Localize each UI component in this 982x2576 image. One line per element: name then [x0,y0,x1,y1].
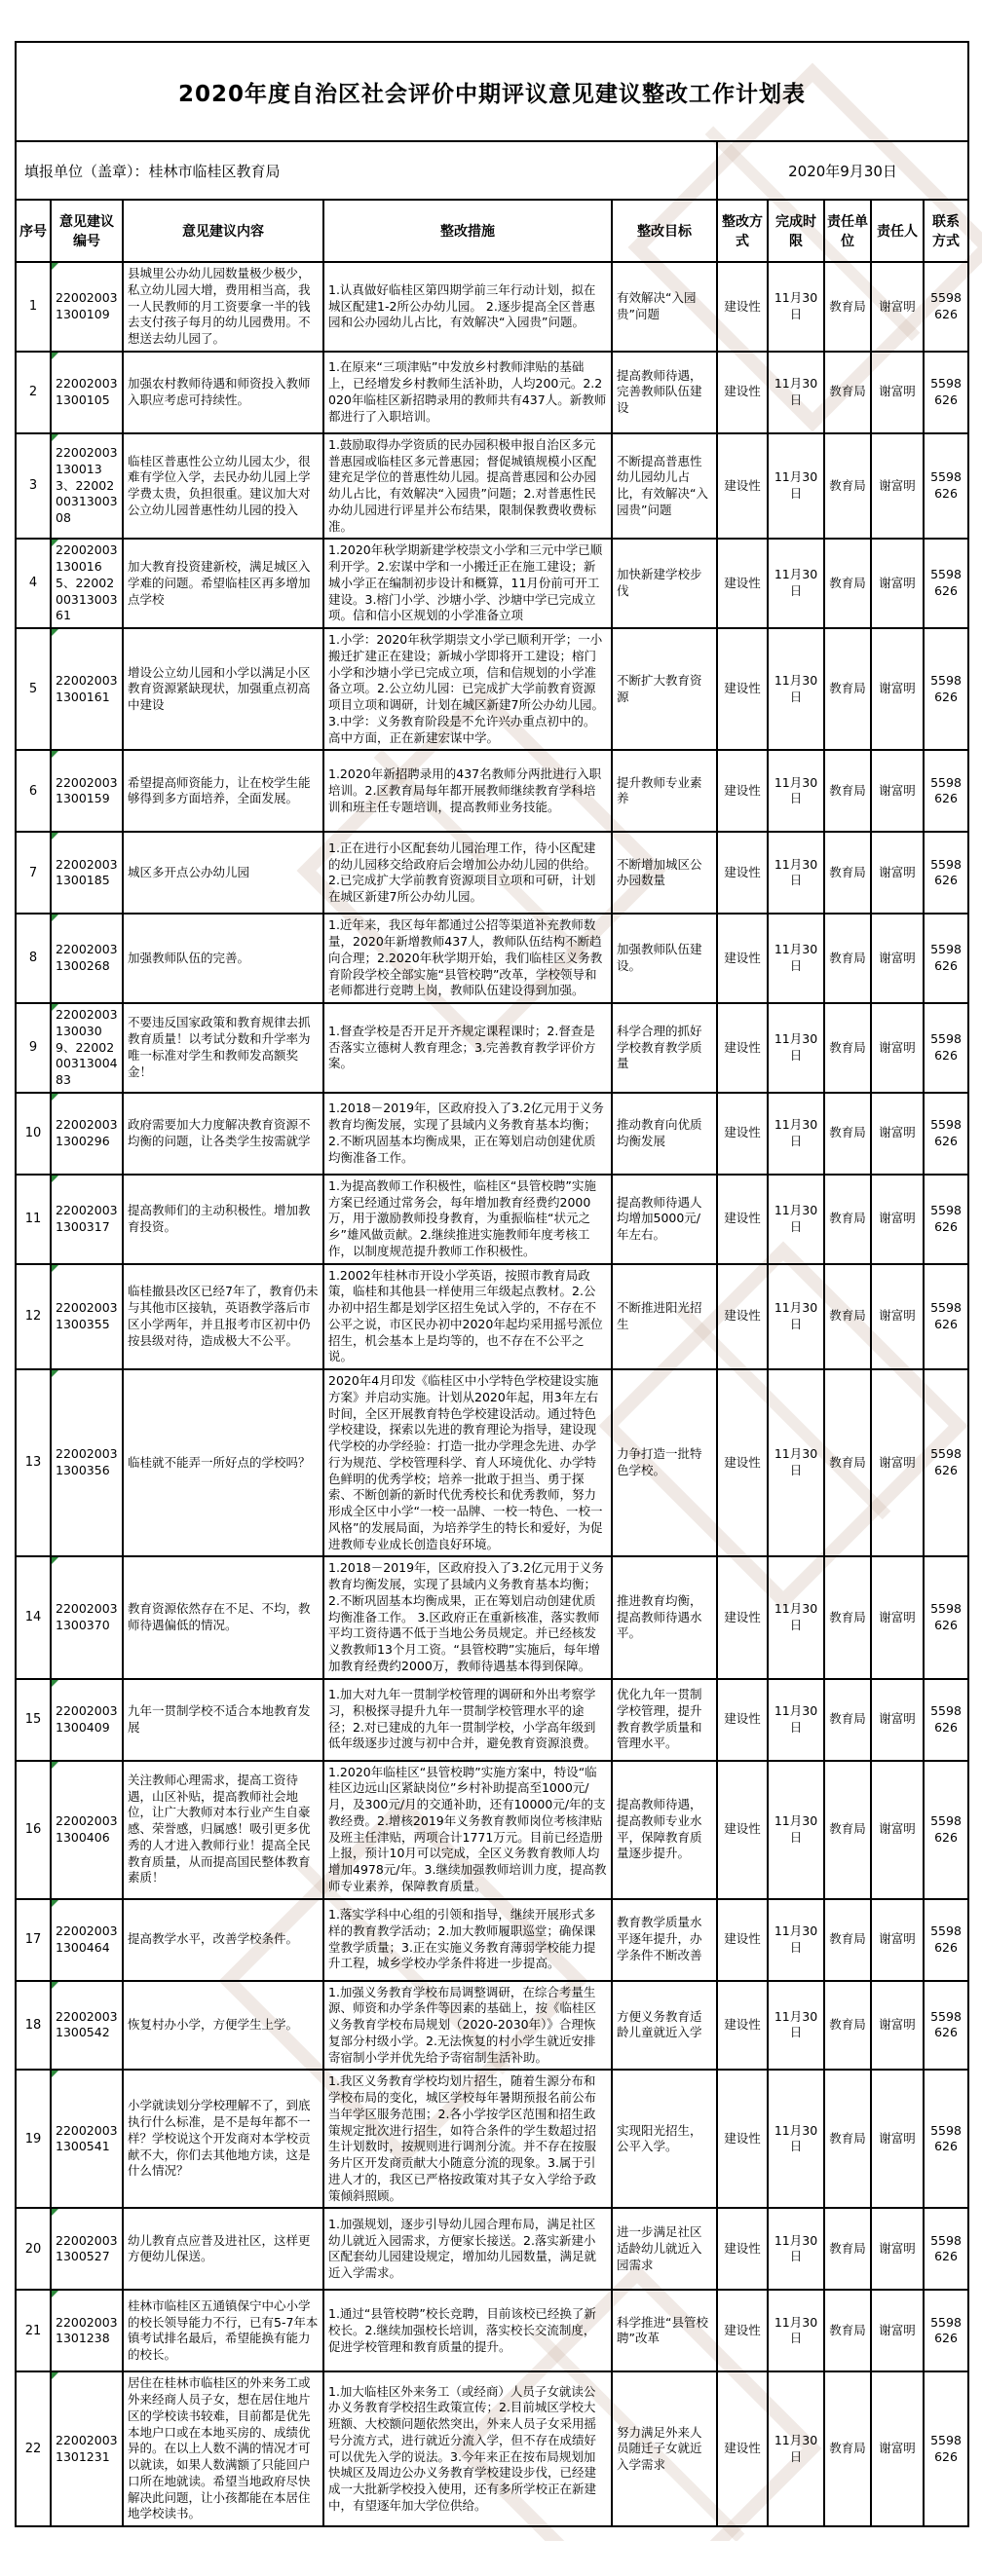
cell-unit: 教育局 [824,2208,871,2290]
cell-measures: 1.2020年临桂区“县管校聘”实施方案中，特设“临桂区边远山区紧缺岗位”乡村补助提高至1000元/月，及300元/月的交通补助，还有10000元/年的支教经费。2.增核2019年义务教育教师岗位考核津贴及班主任津贴，两项合计1771万元。目前已经造册上报，预计10月可以完成，全区义务教育教师人均增加4978元/年。3.继续加强教师培训力度，提高教师专业素养，保障教育质量。 [323,1761,612,1899]
cell-unit: 教育局 [824,2070,871,2208]
cell-method: 建设性 [717,832,768,914]
cell-serial-number: 16 [16,1761,51,1899]
cell-contact: 5598626 [924,262,968,352]
cell-suggestion-id: 220020031300356 [51,1369,123,1556]
col-header-measures: 整改措施 [323,200,612,262]
cell-suggestion-id: 220020031300185 [51,832,123,914]
cell-suggestion-id: 220020031300527 [51,2208,123,2290]
cell-measures: 1.2020年新招聘录用的437名教师分两批进行入职培训。2.区教育局每年都开展教师继续教育学科培训和班主任专题培训，提高教师业务技能。 [323,750,612,832]
title-row [16,42,968,141]
cell-target: 提高教师待遇人均增加5000元/年左右。 [612,1175,717,1264]
cell-measures: 1.通过“县管校聘”校长竞聘，目前该校已经换了新校长。2.继续加强校长培训，落实校长交流制度，促进学校管理和教育质量的提升。 [323,2290,612,2371]
cell-method: 建设性 [717,1175,768,1264]
cell-suggestion-content: 小学就读划分学校理解不了，到底执行什么标准，是不是每年都不一样？学校说这个开发商对本学校贡献不大，你们去其他地方读，这是什么情况？ [123,2070,323,2208]
cell-suggestion-content: 居住在桂林市临桂区的外来务工或外来经商人员子女，想在居住地片区的学校读书较难，目前都是优先本地户口或在本地买房的、成绩优异的。在以上人数不满的情况才可以就读，如果人数满额了只能回户口所在地就读。希望当地政府尽快解决此问题，让小孩都能在本居住地学校读书。 [123,2371,323,2526]
table-row [16,1899,968,1981]
table-row [16,1093,968,1175]
cell-serial-number: 11 [16,1175,51,1264]
cell-person: 谢富明 [871,1981,924,2071]
cell-method: 建设性 [717,1981,768,2071]
cell-method: 建设性 [717,2070,768,2208]
cell-contact: 5598626 [924,1003,968,1093]
cell-target: 方便义务教育适龄儿童就近入学 [612,1981,717,2071]
table-row [16,262,968,352]
cell-suggestion-content: 希望提高师资能力，让在校学生能够得到多方面培养，全面发展。 [123,750,323,832]
cell-deadline: 11月30日 [768,1761,824,1899]
cell-serial-number: 15 [16,1679,51,1761]
cell-suggestion-id: 220020031300541 [51,2070,123,2208]
cell-contact: 5598626 [924,1369,968,1556]
cell-suggestion-id: 220020031300317 [51,1175,123,1264]
table-row [16,2371,968,2526]
cell-serial-number: 8 [16,914,51,1003]
cell-serial-number: 12 [16,1264,51,1370]
cell-measures: 1.在原来“三项津贴”中发放乡村教师津贴的基础上，已经增发乡村教师生活补助，人均200元。2.2020年临桂区新招聘录用的教师共有437人。新教师都进行了入职培训。 [323,352,612,433]
cell-method: 建设性 [717,2208,768,2290]
cell-deadline: 11月30日 [768,262,824,352]
cell-unit: 教育局 [824,262,871,352]
cell-contact: 5598626 [924,2371,968,2526]
cell-person: 谢富明 [871,1369,924,1556]
cell-contact: 5598626 [924,433,968,540]
cell-deadline: 11月30日 [768,750,824,832]
cell-contact: 5598626 [924,1679,968,1761]
col-header-suggestion-id: 意见建议编号 [51,200,123,262]
cell-deadline: 11月30日 [768,1093,824,1175]
cell-suggestion-id: 220020031300159 [51,750,123,832]
cell-person: 谢富明 [871,2070,924,2208]
cell-target: 加快新建学校步伐 [612,539,717,628]
cell-suggestion-content: 不要违反国家政策和教育规律去抓教育质量！以考试分数和升学率为唯一标准对学生和教师发高额奖金！ [123,1003,323,1093]
cell-unit: 教育局 [824,750,871,832]
cell-suggestion-content: 政府需要加大力度解决教育资源不均衡的问题，让各类学生按需就学 [123,1093,323,1175]
cell-deadline: 11月30日 [768,539,824,628]
cell-measures: 1.鼓励取得办学资质的民办园积极申报自治区多元普惠园或临桂区多元普惠园；督促城镇规模小区配建充足学位的普惠性幼儿园。提高普惠园和公办园幼儿占比，有效解决“入园贵”问题；2.对普惠性民办幼儿园进行评星并公布结果，限制保教费收费标准。 [323,433,612,540]
cell-suggestion-id: 220020031300542 [51,1981,123,2071]
cell-person: 谢富明 [871,750,924,832]
info-row [16,141,968,200]
cell-measures: 1.近年来，我区每年都通过公招等渠道补充教师数量，2020年新增教师437人，教师队伍结构不断趋向合理；2.2020年秋学期开始，我们临桂区义务教育阶段学校全部实施“县管校聘”改革，学校领导和老师都进行竞聘上岗，教师队伍建设得到加强。 [323,914,612,1003]
cell-person: 谢富明 [871,1761,924,1899]
cell-serial-number: 4 [16,539,51,628]
cell-deadline: 11月30日 [768,433,824,540]
cell-contact: 5598626 [924,750,968,832]
cell-contact: 5598626 [924,1093,968,1175]
cell-suggestion-id: 220020031301231 [51,2371,123,2526]
cell-unit: 教育局 [824,539,871,628]
cell-suggestion-content: 桂林市临桂区五通镇保宁中心小学的校长领导能力不行，已有5-7年本镇考试排名最后，希望能换有能力的校长。 [123,2290,323,2371]
cell-serial-number: 18 [16,1981,51,2071]
table-body [16,262,968,2526]
table-row [16,433,968,540]
cell-target: 优化九年一贯制学校管理，提升教育教学质量和管理水平。 [612,1679,717,1761]
cell-suggestion-id: 220020031300370 [51,1556,123,1678]
cell-serial-number: 21 [16,2290,51,2371]
cell-serial-number: 13 [16,1369,51,1556]
cell-measures: 1.2018－2019年，区政府投入了3.2亿元用于义务教育均衡发展，实现了县域内义务教育基本均衡；2.不断巩固基本均衡成果，正在筹划启动创建优质均衡准备工作。 3.区政府正在重新核准，落实教师平均工资待遇不低于当地公务员规定。并已经核发义教教师13个月工资。“县管校聘”实施后，每年增加教育经费约2000万，教师待遇基本得到保障。 [323,1556,612,1678]
table-row [16,1981,968,2071]
cell-method: 建设性 [717,628,768,750]
col-header-unit: 责任单位 [824,200,871,262]
cell-target: 提升教师专业素养 [612,750,717,832]
table-row [16,352,968,433]
cell-target: 推动教育向优质均衡发展 [612,1093,717,1175]
cell-measures: 1.小学：2020年秋学期崇文小学已顺利开学；一小搬迁扩建正在建设；新城小学即将开工建设；榕门小学和沙塘小学已完成立项，信和信规划的小学准备立项。2.公立幼儿园：已完成扩大学前教育资源项目立项和调研，计划在城区新建7所公办幼儿园。3.中学：义务教育阶段是不允许兴办重点初中的。高中方面，正在新建宏谋中学。 [323,628,612,750]
cell-unit: 教育局 [824,433,871,540]
cell-contact: 5598626 [924,2208,968,2290]
cell-measures: 1.加强规划，逐步引导幼儿园合理布局，满足社区幼儿就近入园需求，方便家长接送。2.落实新建小区配套幼儿园建设规定，增加幼儿园数量，满足就近入学需求。 [323,2208,612,2290]
cell-deadline: 11月30日 [768,1556,824,1678]
table-row [16,832,968,914]
cell-suggestion-content: 幼儿教育点应普及进社区，这样更方便幼儿保送。 [123,2208,323,2290]
cell-suggestion-id: 220020031300409 [51,1679,123,1761]
cell-measures: 1.加强义务教育学校布局调整调研，在综合考量生源、师资和办学条件等因素的基础上，按《临桂区义务教育学校布局规划（2020-2030年）》合理恢复部分村级小学。2.无法恢复的村小学生就近安排寄宿制小学并优先给予寄宿制生活补助。 [323,1981,612,2071]
cell-target: 科学合理的抓好学校教育教学质量 [612,1003,717,1093]
cell-person: 谢富明 [871,433,924,540]
cell-suggestion-content: 城区多开点公办幼儿园 [123,832,323,914]
cell-deadline: 11月30日 [768,2070,824,2208]
table-row [16,628,968,750]
cell-target: 提高教师待遇，提高教师专业水平，保障教育质量逐步提升。 [612,1761,717,1899]
cell-method: 建设性 [717,2371,768,2526]
cell-method: 建设性 [717,1003,768,1093]
cell-suggestion-content: 加大教育投资建新校，满足城区入学难的问题。希望临桂区再多增加点学校 [123,539,323,628]
cell-suggestion-id: 220020031300355 [51,1264,123,1370]
table-row [16,750,968,832]
cell-target: 实现阳光招生，公平入学。 [612,2070,717,2208]
cell-suggestion-id: 220020031300105 [51,352,123,433]
cell-suggestion-content: 临桂区普惠性公立幼儿园太少，很难有学位入学，去民办幼儿园上学学费太贵，负担很重。建议加大对公立幼儿园普惠性幼儿园的投入 [123,433,323,540]
cell-contact: 5598626 [924,2070,968,2208]
cell-person: 谢富明 [871,1003,924,1093]
cell-suggestion-id: 220020031301238 [51,2290,123,2371]
cell-deadline: 11月30日 [768,832,824,914]
cell-suggestion-id: 220020031300464 [51,1899,123,1981]
cell-contact: 5598626 [924,2290,968,2371]
cell-target: 教育教学质量水平逐年提升，办学条件不断改善 [612,1899,717,1981]
cell-person: 谢富明 [871,1899,924,1981]
cell-method: 建设性 [717,1679,768,1761]
table-row [16,2290,968,2371]
cell-measures: 1.2002年桂林市开设小学英语，按照市教育局政策，临桂和其他县一样使用三年级起点教材。2.公办初中招生都是划学区招生免试入学的，不存在不公平之说，市区民办初中2020年起均采用摇号派位招生，机会基本上是均等的，也不存在不公平之说。 [323,1264,612,1370]
cell-person: 谢富明 [871,539,924,628]
table-row [16,1679,968,1761]
cell-target: 进一步满足社区适龄幼儿就近入园需求 [612,2208,717,2290]
cell-measures: 1.2020年秋学期新建学校崇文小学和三元中学已顺利开学。2.宏谋中学和一小搬迁正在施工建设；新城小学正在编制初步设计和概算，11月份前可开工建设。3.榕门小学、沙塘小学、沙塘中学已完成立项。信和信小区规划的小学准备立项 [323,539,612,628]
cell-suggestion-id: 220020031300133、220020031300308 [51,433,123,540]
cell-unit: 教育局 [824,1175,871,1264]
cell-contact: 5598626 [924,1761,968,1899]
cell-serial-number: 14 [16,1556,51,1678]
cell-suggestion-content: 加强教师队伍的完善。 [123,914,323,1003]
plan-table [15,41,969,2527]
cell-person: 谢富明 [871,1679,924,1761]
cell-serial-number: 1 [16,262,51,352]
cell-target: 有效解决“入园贵”问题 [612,262,717,352]
cell-method: 建设性 [717,2290,768,2371]
cell-serial-number: 3 [16,433,51,540]
cell-deadline: 11月30日 [768,914,824,1003]
cell-deadline: 11月30日 [768,2371,824,2526]
cell-person: 谢富明 [871,1175,924,1264]
cell-person: 谢富明 [871,1556,924,1678]
cell-target: 科学推进“县管校聘”改革 [612,2290,717,2371]
cell-suggestion-id: 220020031300296 [51,1093,123,1175]
cell-deadline: 11月30日 [768,1899,824,1981]
cell-measures: 1.加大对九年一贯制学校管理的调研和外出考察学习，积极探寻提升九年一贯制学校管理水平的途径；2.对已建成的九年一贯制学校，小学高年级到低年级逐步过渡与初中合并，避免教育资源浪费。 [323,1679,612,1761]
table-row [16,2070,968,2208]
cell-unit: 教育局 [824,914,871,1003]
cell-method: 建设性 [717,1761,768,1899]
cell-deadline: 11月30日 [768,1981,824,2071]
cell-unit: 教育局 [824,1093,871,1175]
header-row [16,200,968,262]
cell-contact: 5598626 [924,1175,968,1264]
cell-method: 建设性 [717,352,768,433]
table-row [16,1003,968,1093]
cell-measures: 1.我区义务教育学校均划片招生，随着生源分布和学校布局的变化，城区学校每年暑期预报名前公布当年学区服务范围；2.各小学按学区范围和招生政策规定批次进行招生，如符合条件的学生数超过招生计划数时，按规则进行调剂分流。并不存在按服务片区开发商贡献大小随意分流的现象。3.属于引进人才的，我区已严格按政策对其子女入学给予政策倾斜照顾。 [323,2070,612,2208]
cell-serial-number: 6 [16,750,51,832]
cell-target: 力争打造一批特色学校。 [612,1369,717,1556]
cell-serial-number: 19 [16,2070,51,2208]
cell-target: 提高教师待遇，完善教师队伍建设 [612,352,717,433]
cell-method: 建设性 [717,914,768,1003]
cell-target: 不断推进阳光招生 [612,1264,717,1370]
cell-person: 谢富明 [871,914,924,1003]
cell-measures: 1.加大临桂区外来务工（或经商）人员子女就读公办义务教育学校招生政策宣传；2.目前城区学校大班额、大校额问题依然突出，外来人员子女采用摇号分流方式，进行就近分流入学，但不存在成绩好可以优先入学的说法。3.今年来正在按布局规划加快城区及周边公办义务教育学校建设步伐，已经建成一大批新学校投入使用，还有多所学校正在新建中，有望逐年加大学位供给。 [323,2371,612,2526]
cell-deadline: 11月30日 [768,1175,824,1264]
col-header-deadline: 完成时限 [768,200,824,262]
cell-measures: 1.落实学科中心组的引领和指导，继续开展形式多样的教育教学活动；2.加大教师履职巡堂；确保课堂教学质量；3.正在实施义务教育薄弱学校能力提升工程，城乡学校办学条件将进一步提高。 [323,1899,612,1981]
cell-method: 建设性 [717,1556,768,1678]
cell-suggestion-id: 220020031300165、220020031300361 [51,539,123,628]
cell-unit: 教育局 [824,628,871,750]
cell-suggestion-content: 关注教师心理需求，提高工资待遇，山区补贴，提高教师社会地位，让广大教师对本行业产生自豪感、荣誉感，归属感！吸引更多优秀的人才进入教师行业！提高全民教育质量，从而提高国民整体教育素质！ [123,1761,323,1899]
cell-contact: 5598626 [924,539,968,628]
col-header-suggestion-content: 意见建议内容 [123,200,323,262]
cell-unit: 教育局 [824,1264,871,1370]
cell-deadline: 11月30日 [768,1679,824,1761]
cell-person: 谢富明 [871,2371,924,2526]
cell-measures: 2020年4月印发《临桂区中小学特色学校建设实施方案》并启动实施。计划从2020年起，用3年左右时间，全区开展教育特色学校建设活动。通过特色学校建设，探索以先进的教育理论为指导，建设现代学校的办学经验：打造一批办学理念先进、办学行为规范、学校管理科学、育人环境优化、办学特色鲜明的优秀学校；培养一批敢于担当、勇于探索、不断创新的新时代优秀校长和优秀教师，努力形成全区中小学“一校一品牌、一校一特色、一校一风格”的发展局面，为培养学生的特长和爱好，为促进教师专业成长创造良好环境。 [323,1369,612,1556]
cell-target: 加强教师队伍建设。 [612,914,717,1003]
cell-person: 谢富明 [871,832,924,914]
cell-serial-number: 9 [16,1003,51,1093]
reporting-unit: 填报单位（盖章）：桂林市临桂区教育局 [16,141,717,200]
cell-measures: 1.认真做好临桂区第四期学前三年行动计划，拟在城区配建1-2所公办幼儿园。 2.逐步提高全区普惠园和公办园幼儿占比，有效解决“入园贵”问题。 [323,262,612,352]
cell-target: 推进教育均衡，提高教师待遇水平。 [612,1556,717,1678]
col-header-contact: 联系方式 [924,200,968,262]
cell-method: 建设性 [717,262,768,352]
cell-unit: 教育局 [824,1556,871,1678]
cell-method: 建设性 [717,1899,768,1981]
cell-suggestion-content: 临桂撤县改区已经7年了，教育仍未与其他市区接轨，英语教学落后市区小学两年，并且报考市区初中仍按县级对待，造成极大不公平。 [123,1264,323,1370]
cell-suggestion-id: 220020031300406 [51,1761,123,1899]
cell-contact: 5598626 [924,1264,968,1370]
cell-unit: 教育局 [824,1003,871,1093]
cell-method: 建设性 [717,1093,768,1175]
cell-person: 谢富明 [871,2208,924,2290]
table-row [16,1175,968,1264]
cell-target: 不断增加城区公办园数量 [612,832,717,914]
col-header-method: 整改方式 [717,200,768,262]
table-row [16,1556,968,1678]
cell-serial-number: 5 [16,628,51,750]
cell-unit: 教育局 [824,1761,871,1899]
cell-serial-number: 7 [16,832,51,914]
cell-unit: 教育局 [824,2290,871,2371]
cell-contact: 5598626 [924,1899,968,1981]
cell-person: 谢富明 [871,628,924,750]
col-header-serial: 序号 [16,200,51,262]
cell-measures: 1.2018－2019年，区政府投入了3.2亿元用于义务教育均衡发展，实现了县域内义务教育基本均衡；2.不断巩固基本均衡成果，正在筹划启动创建优质均衡准备工作。 [323,1093,612,1175]
cell-person: 谢富明 [871,1093,924,1175]
table-row [16,914,968,1003]
cell-measures: 1.正在进行小区配套幼儿园治理工作，待小区配建的幼儿园移交给政府后会增加公办幼儿园的供给。2.已完成扩大学前教育资源项目立项和可研，计划在城区新建7所公办幼儿园。 [323,832,612,914]
cell-deadline: 11月30日 [768,628,824,750]
cell-unit: 教育局 [824,1369,871,1556]
cell-method: 建设性 [717,539,768,628]
cell-deadline: 11月30日 [768,2208,824,2290]
cell-suggestion-content: 提高教师们的主动积极性。增加教育投资。 [123,1175,323,1264]
cell-suggestion-id: 220020031300309、220020031300483 [51,1003,123,1093]
cell-suggestion-content: 临桂就不能弄一所好点的学校吗？ [123,1369,323,1556]
cell-person: 谢富明 [871,2290,924,2371]
cell-deadline: 11月30日 [768,1003,824,1093]
page-title: 2020年度自治区社会评价中期评议意见建议整改工作计划表 [16,42,968,141]
cell-contact: 5598626 [924,1981,968,2071]
table-row [16,2208,968,2290]
cell-serial-number: 10 [16,1093,51,1175]
col-header-target: 整改目标 [612,200,717,262]
report-date: 2020年9月30日 [717,141,968,200]
cell-person: 谢富明 [871,262,924,352]
cell-suggestion-content: 加强农村教师待遇和师资投入教师入职应考虑可持续性。 [123,352,323,433]
cell-suggestion-content: 增设公立幼儿园和小学以满足小区教育资源紧缺现状，加强重点初高中建设 [123,628,323,750]
cell-suggestion-id: 220020031300109 [51,262,123,352]
cell-deadline: 11月30日 [768,1369,824,1556]
table-row [16,1264,968,1370]
cell-serial-number: 20 [16,2208,51,2290]
cell-method: 建设性 [717,1369,768,1556]
cell-measures: 1.督查学校是否开足开齐规定课程课时；2.督查是否落实立德树人教育理念；3.完善教育教学评价方案。 [323,1003,612,1093]
cell-method: 建设性 [717,1264,768,1370]
cell-unit: 教育局 [824,1679,871,1761]
cell-person: 谢富明 [871,1264,924,1370]
cell-deadline: 11月30日 [768,1264,824,1370]
cell-serial-number: 2 [16,352,51,433]
cell-unit: 教育局 [824,1899,871,1981]
cell-deadline: 11月30日 [768,2290,824,2371]
cell-deadline: 11月30日 [768,352,824,433]
cell-target: 努力满足外来人员随迁子女就近入学需求 [612,2371,717,2526]
cell-suggestion-content: 教育资源依然存在不足、不均，教师待遇偏低的情况。 [123,1556,323,1678]
cell-unit: 教育局 [824,352,871,433]
table-row [16,1761,968,1899]
cell-suggestion-id: 220020031300161 [51,628,123,750]
cell-method: 建设性 [717,433,768,540]
cell-contact: 5598626 [924,352,968,433]
cell-suggestion-content: 九年一贯制学校不适合本地教育发展 [123,1679,323,1761]
table-row [16,1369,968,1556]
col-header-person: 责任人 [871,200,924,262]
cell-person: 谢富明 [871,352,924,433]
cell-contact: 5598626 [924,1556,968,1678]
cell-unit: 教育局 [824,832,871,914]
cell-target: 不断扩大教育资源 [612,628,717,750]
cell-serial-number: 17 [16,1899,51,1981]
cell-suggestion-content: 提高教学水平，改善学校条件。 [123,1899,323,1981]
cell-contact: 5598626 [924,628,968,750]
cell-suggestion-content: 恢复村办小学，方便学生上学。 [123,1981,323,2071]
cell-unit: 教育局 [824,1981,871,2071]
cell-serial-number: 22 [16,2371,51,2526]
cell-target: 不断提高普惠性幼儿园幼儿占比，有效解决“入园贵”问题 [612,433,717,540]
cell-suggestion-content: 县城里公办幼儿园数量极少极少，私立幼儿园大增，费用相当高，我一人民教师的月工资要拿一半的钱去支付孩子每月的幼儿园费用。不想送去幼儿园了。 [123,262,323,352]
cell-unit: 教育局 [824,2371,871,2526]
cell-suggestion-id: 220020031300268 [51,914,123,1003]
cell-measures: 1.为提高教师工作积极性，临桂区“县管校聘”实施方案已经通过常务会，每年增加教育经费约2000万，用于激励教师投身教育，为重振临桂“状元之乡”雄风做贡献。2.继续推进实施教师年度考核工作，以制度规范提升教师工作积极性。 [323,1175,612,1264]
cell-contact: 5598626 [924,914,968,1003]
cell-method: 建设性 [717,750,768,832]
table-row [16,539,968,628]
cell-contact: 5598626 [924,832,968,914]
